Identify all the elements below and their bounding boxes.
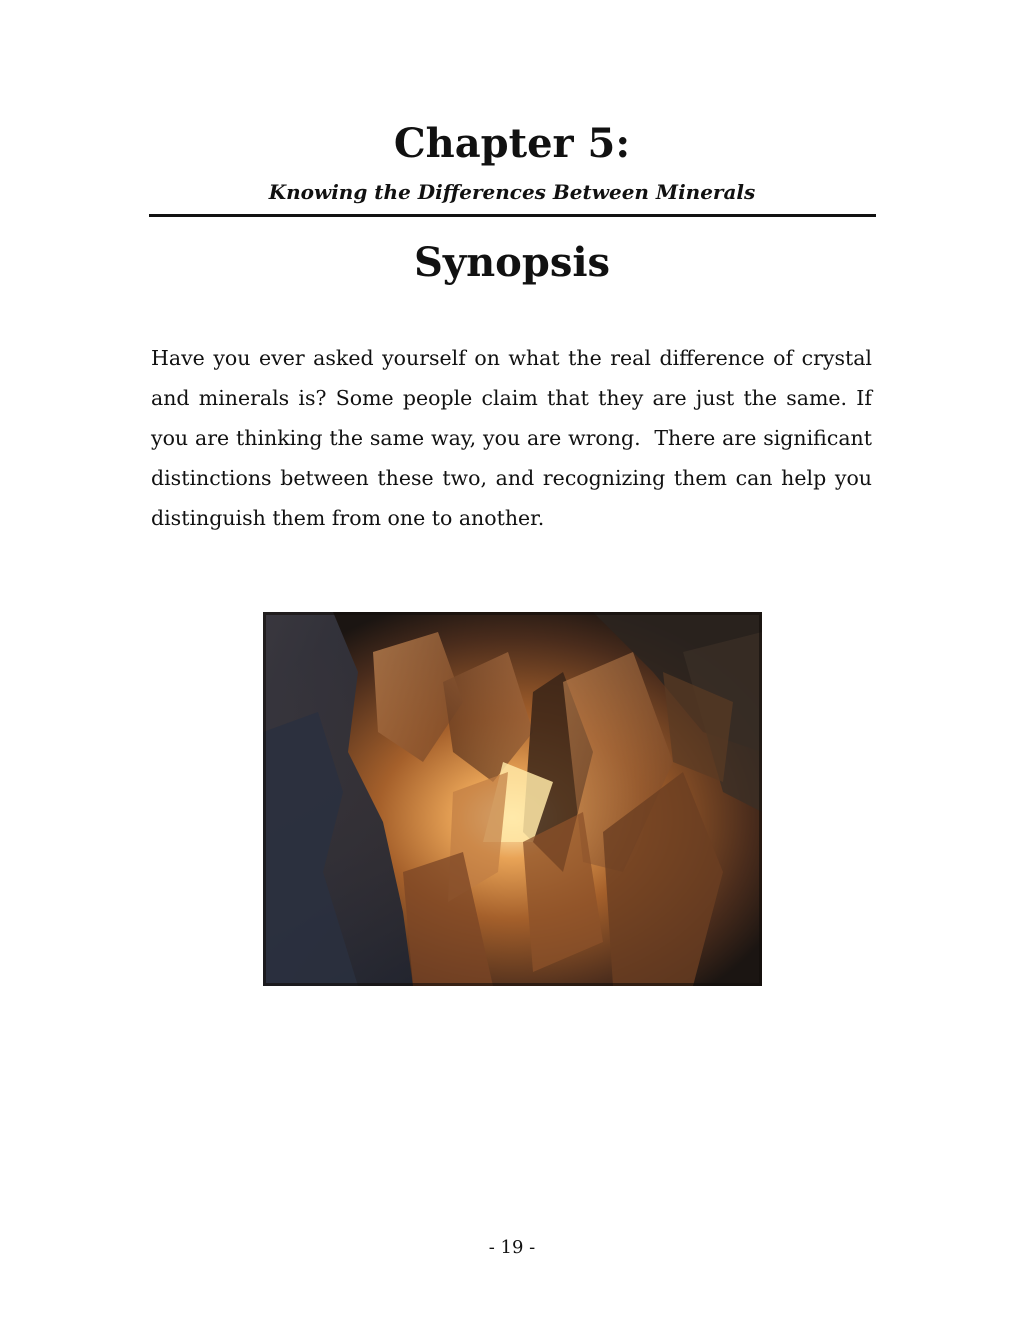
section-title: Synopsis	[413, 239, 611, 286]
chapter-subtitle: Knowing the Differences Between Minerals	[268, 180, 756, 204]
synopsis-paragraph: Have you ever asked yourself on what the real difference of crystal and minerals is? Some people claim that they are just the same. If you are thinking the same way, you are wrong. There are significant distinctions between these two, and recognizing them can help you distinguish them from one to another.	[151, 346, 879, 530]
chapter-title: Chapter 5:	[393, 120, 631, 167]
page-number: - 19 -	[488, 1237, 536, 1258]
heading-divider	[149, 214, 876, 217]
crystal-cluster-photo	[263, 612, 762, 986]
